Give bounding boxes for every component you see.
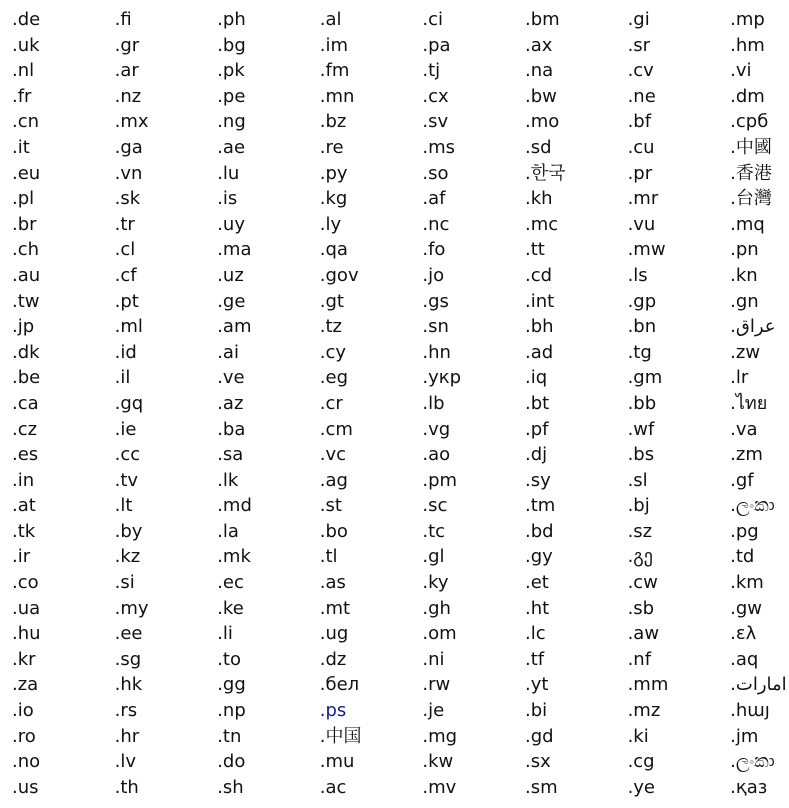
tld-link[interactable]: .rs	[114, 700, 138, 722]
tld-link[interactable]: .bs	[627, 444, 655, 466]
tld-link[interactable]: .py	[319, 162, 348, 184]
tld-link[interactable]: .香港	[730, 162, 772, 184]
tld-link[interactable]: .cx	[422, 85, 449, 107]
tld-link[interactable]: .bm	[524, 9, 560, 30]
tld-link[interactable]: .ps	[319, 700, 347, 722]
tld-link[interactable]: .sr	[627, 34, 651, 56]
tld-link[interactable]: .ng	[217, 111, 246, 133]
tld-link[interactable]: .hu	[12, 623, 41, 645]
tld-link[interactable]: .eu	[12, 162, 41, 184]
tld-link[interactable]: .gd	[524, 725, 554, 747]
tld-link[interactable]: .tf	[524, 648, 545, 670]
tld-link[interactable]: .қаз	[730, 776, 768, 798]
tld-link[interactable]: .ye	[627, 776, 656, 798]
tld-link[interactable]: .한국	[524, 162, 566, 184]
tld-link[interactable]: .gi	[627, 9, 650, 30]
tld-link[interactable]: .to	[217, 648, 241, 670]
tld-link[interactable]: .cl	[114, 239, 136, 261]
tld-link[interactable]: .mx	[114, 111, 149, 133]
tld-link[interactable]: .in	[12, 469, 35, 491]
tld-link[interactable]: .sa	[217, 444, 244, 466]
tld-link[interactable]: .hn	[422, 341, 451, 363]
tld-link[interactable]: .ec	[217, 572, 244, 594]
tld-link[interactable]: .wf	[627, 418, 655, 440]
tld-link[interactable]: .gq	[114, 392, 144, 414]
tld-link[interactable]: .lk	[217, 469, 239, 491]
tld-link[interactable]: .ly	[319, 213, 342, 235]
tld-link[interactable]: .bt	[524, 392, 550, 414]
tld-link[interactable]: .ls	[627, 264, 648, 286]
tld-link[interactable]: .io	[12, 700, 34, 722]
tld-link[interactable]: .tj	[422, 60, 441, 82]
tld-link[interactable]: .so	[422, 162, 449, 184]
tld-link[interactable]: .ao	[422, 444, 451, 466]
tld-link[interactable]: .dz	[319, 648, 347, 670]
tld-link[interactable]: .gm	[627, 367, 663, 389]
tld-link[interactable]: .gn	[730, 290, 759, 312]
tld-link[interactable]: .ee	[114, 623, 143, 645]
tld-link[interactable]: .de	[12, 9, 41, 30]
tld-link[interactable]: .ax	[524, 34, 553, 56]
tld-link[interactable]: .vn	[114, 162, 143, 184]
tld-link[interactable]: .ac	[319, 776, 347, 798]
tld-link[interactable]: .im	[319, 34, 349, 56]
tld-link[interactable]: .li	[217, 623, 233, 645]
tld-link[interactable]: .ki	[627, 725, 649, 747]
tld-link[interactable]: .бел	[319, 674, 360, 696]
tld-link[interactable]: .sn	[422, 316, 449, 338]
tld-link[interactable]: .fo	[422, 239, 446, 261]
tld-link[interactable]: .mt	[319, 597, 351, 619]
tld-link[interactable]: .dj	[524, 444, 548, 466]
tld-link[interactable]: .mm	[627, 674, 669, 696]
tld-link[interactable]: .kh	[524, 188, 553, 210]
tld-link[interactable]: .pg	[730, 520, 759, 542]
tld-link[interactable]: .gh	[422, 597, 451, 619]
tld-link[interactable]: .sh	[217, 776, 244, 798]
tld-link[interactable]: .sk	[114, 188, 141, 210]
tld-link[interactable]: .mv	[422, 776, 457, 798]
tld-link[interactable]: .tv	[114, 469, 139, 491]
tld-link[interactable]: .ug	[319, 623, 349, 645]
tld-link[interactable]: .lc	[524, 623, 546, 645]
tld-link[interactable]: .sm	[524, 776, 558, 798]
tld-link[interactable]: .pa	[422, 34, 451, 56]
tld-link[interactable]: .cw	[627, 572, 658, 594]
tld-link[interactable]: .ky	[422, 572, 449, 594]
tld-link[interactable]: .vi	[730, 60, 752, 82]
tld-link[interactable]: .ma	[217, 239, 252, 261]
tld-link[interactable]: .ge	[217, 290, 246, 312]
tld-link[interactable]: .no	[12, 751, 41, 773]
tld-link[interactable]: .ir	[12, 546, 31, 568]
tld-link[interactable]: .pk	[217, 60, 245, 82]
tld-link[interactable]: .iq	[524, 367, 548, 389]
tld-link[interactable]: .ai	[217, 341, 239, 363]
tld-link[interactable]: .sd	[524, 136, 552, 158]
tld-link[interactable]: .sb	[627, 597, 655, 619]
tld-link[interactable]: .uz	[217, 264, 244, 286]
tld-link[interactable]: .cf	[114, 264, 137, 286]
tld-link[interactable]: .kz	[114, 546, 141, 568]
tld-link[interactable]: .ph	[217, 9, 246, 30]
tld-link[interactable]: .cv	[627, 60, 654, 82]
tld-link[interactable]: .tw	[12, 290, 40, 312]
tld-link[interactable]: .za	[12, 674, 39, 696]
tld-link[interactable]: .qa	[319, 239, 348, 261]
tld-link[interactable]: .si	[114, 572, 135, 594]
tld-link[interactable]: .ms	[422, 136, 456, 158]
tld-link[interactable]: .yt	[524, 674, 549, 696]
tld-link[interactable]: .ch	[12, 239, 40, 261]
tld-link[interactable]: .ad	[524, 341, 554, 363]
tld-link[interactable]: .dm	[730, 85, 765, 107]
tld-link[interactable]: .as	[319, 572, 346, 594]
tld-link[interactable]: .عراق	[730, 316, 776, 338]
tld-link[interactable]: .st	[319, 495, 342, 517]
tld-link[interactable]: .am	[217, 316, 252, 338]
tld-link[interactable]: .gov	[319, 264, 359, 286]
tld-link[interactable]: .bd	[524, 520, 554, 542]
tld-link[interactable]: .ae	[217, 136, 246, 158]
tld-link[interactable]: .tl	[319, 546, 338, 568]
tld-link[interactable]: .kr	[12, 648, 36, 670]
tld-link[interactable]: .kn	[730, 264, 758, 286]
tld-link[interactable]: .sv	[422, 111, 449, 133]
tld-link[interactable]: .gf	[730, 469, 754, 491]
tld-link[interactable]: .bg	[217, 34, 246, 56]
tld-link[interactable]: .my	[114, 597, 149, 619]
tld-link[interactable]: .ag	[319, 469, 348, 491]
tld-link[interactable]: .br	[12, 213, 37, 235]
tld-link[interactable]: .aw	[627, 623, 660, 645]
tld-link[interactable]: .ar	[114, 60, 139, 82]
tld-link[interactable]: .vg	[422, 418, 451, 440]
tld-link[interactable]: .vu	[627, 213, 656, 235]
tld-link[interactable]: .by	[114, 520, 143, 542]
tld-link[interactable]: .cy	[319, 341, 347, 363]
tld-link[interactable]: .bb	[627, 392, 657, 414]
tld-link[interactable]: .zw	[730, 341, 761, 363]
tld-link[interactable]: .nc	[422, 213, 450, 235]
tld-link[interactable]: .pn	[730, 239, 759, 261]
tld-link[interactable]: .cg	[627, 751, 655, 773]
tld-link[interactable]: .ie	[114, 418, 137, 440]
tld-link[interactable]: .ht	[524, 597, 550, 619]
tld-link[interactable]: .sg	[114, 648, 142, 670]
tld-link[interactable]: .je	[422, 700, 445, 722]
tld-link[interactable]: .中國	[730, 136, 772, 158]
tld-link[interactable]: .ne	[627, 85, 656, 107]
tld-link[interactable]: .rw	[422, 674, 451, 696]
tld-link[interactable]: .jp	[12, 316, 35, 338]
tld-link[interactable]: .tk	[12, 520, 36, 542]
tld-link[interactable]: .ml	[114, 316, 143, 338]
tld-link[interactable]: .es	[12, 444, 39, 466]
tld-link[interactable]: .it	[12, 136, 30, 158]
tld-link[interactable]: .fr	[12, 85, 32, 107]
tld-link[interactable]: .nl	[12, 60, 35, 82]
tld-link[interactable]: .bi	[524, 700, 548, 722]
tld-link[interactable]: .lb	[422, 392, 445, 414]
tld-link[interactable]: .bz	[319, 111, 347, 133]
tld-link[interactable]: .lu	[217, 162, 240, 184]
tld-link[interactable]: .pe	[217, 85, 246, 107]
tld-link[interactable]: .hm	[730, 34, 765, 56]
tld-link[interactable]: .kw	[422, 751, 454, 773]
tld-link[interactable]: .ba	[217, 418, 246, 440]
tld-link[interactable]: .do	[217, 751, 246, 773]
tld-link[interactable]: .sy	[524, 469, 551, 491]
tld-link[interactable]: .lt	[114, 495, 133, 517]
tld-link[interactable]: .امارات	[730, 674, 787, 696]
tld-link[interactable]: .al	[319, 9, 342, 30]
tld-link[interactable]: .be	[12, 367, 41, 389]
tld-link[interactable]: .re	[319, 136, 344, 158]
tld-link[interactable]: .cd	[524, 264, 553, 286]
tld-link[interactable]: .pm	[422, 469, 458, 491]
tld-link[interactable]: .ve	[217, 367, 245, 389]
tld-link[interactable]: .bh	[524, 316, 554, 338]
tld-link[interactable]: .hk	[114, 674, 143, 696]
tld-link[interactable]: .au	[12, 264, 41, 286]
tld-link[interactable]: .gg	[217, 674, 246, 696]
tld-link[interactable]: .ni	[422, 648, 445, 670]
tld-link[interactable]: .az	[217, 392, 244, 414]
tld-link[interactable]: .ไทย	[730, 392, 768, 414]
tld-link[interactable]: .sz	[627, 520, 653, 542]
tld-link[interactable]: .is	[217, 188, 238, 210]
tld-link[interactable]: .om	[422, 623, 457, 645]
tld-link[interactable]: .ලංකා	[730, 751, 775, 773]
tld-link[interactable]: .mu	[319, 751, 355, 773]
tld-link[interactable]: .gw	[730, 597, 763, 619]
tld-link[interactable]: .ca	[12, 392, 39, 414]
tld-link[interactable]: .gr	[114, 34, 140, 56]
tld-link[interactable]: .bj	[627, 495, 650, 517]
tld-link[interactable]: .pf	[524, 418, 549, 440]
tld-link[interactable]: .tc	[422, 520, 446, 542]
tld-link[interactable]: .at	[12, 495, 36, 517]
tld-link[interactable]: .ke	[217, 597, 244, 619]
tld-link[interactable]: .mr	[627, 188, 659, 210]
tld-link[interactable]: .mg	[422, 725, 458, 747]
tld-link[interactable]: .ga	[114, 136, 143, 158]
tld-link[interactable]: .gy	[524, 546, 553, 568]
tld-link[interactable]: .pl	[12, 188, 35, 210]
tld-link[interactable]: .mn	[319, 85, 355, 107]
tld-link[interactable]: .eg	[319, 367, 349, 389]
tld-link[interactable]: .co	[12, 572, 39, 594]
tld-link[interactable]: .il	[114, 367, 131, 389]
tld-link[interactable]: .cm	[319, 418, 353, 440]
tld-link[interactable]: .id	[114, 341, 137, 363]
tld-link[interactable]: .us	[12, 776, 39, 798]
tld-link[interactable]: .tr	[114, 213, 135, 235]
tld-link[interactable]: .na	[524, 60, 554, 82]
tld-link[interactable]: .gt	[319, 290, 344, 312]
tld-link[interactable]: .pr	[627, 162, 653, 184]
tld-link[interactable]: .cr	[319, 392, 343, 414]
tld-link[interactable]: .ci	[422, 9, 443, 30]
tld-link[interactable]: .jm	[730, 725, 759, 747]
tld-link[interactable]: .mc	[524, 213, 559, 235]
tld-link[interactable]: .台灣	[730, 188, 772, 210]
tld-link[interactable]: .cc	[114, 444, 141, 466]
tld-link[interactable]: .int	[524, 290, 555, 312]
tld-link[interactable]: .mz	[627, 700, 661, 722]
tld-link[interactable]: .nf	[627, 648, 652, 670]
tld-link[interactable]: .uy	[217, 213, 245, 235]
tld-link[interactable]: .bo	[319, 520, 348, 542]
tld-link[interactable]: .tn	[217, 725, 242, 747]
tld-link[interactable]: .tt	[524, 239, 545, 261]
tld-link[interactable]: .mk	[217, 546, 251, 568]
tld-link[interactable]: .mp	[730, 9, 765, 30]
tld-link[interactable]: .kg	[319, 188, 348, 210]
tld-link[interactable]: .sc	[422, 495, 448, 517]
tld-link[interactable]: .zm	[730, 444, 763, 466]
tld-link[interactable]: .gl	[422, 546, 445, 568]
tld-link[interactable]: .aq	[730, 648, 759, 670]
tld-link[interactable]: .la	[217, 520, 239, 542]
tld-link[interactable]: .vc	[319, 444, 347, 466]
tld-link[interactable]: .mw	[627, 239, 666, 261]
tld-link[interactable]: .mo	[524, 111, 560, 133]
tld-link[interactable]: .срб	[730, 111, 769, 133]
tld-link[interactable]: .cz	[12, 418, 38, 440]
tld-link[interactable]: .lr	[730, 367, 749, 389]
tld-link[interactable]: .укр	[422, 367, 462, 389]
tld-link[interactable]: .hr	[114, 725, 140, 747]
tld-link[interactable]: .cu	[627, 136, 655, 158]
tld-link[interactable]: .et	[524, 572, 549, 594]
tld-link[interactable]: .dk	[12, 341, 40, 363]
tld-link[interactable]: .gp	[627, 290, 657, 312]
tld-link[interactable]: .th	[114, 776, 139, 798]
tld-link[interactable]: .td	[730, 546, 755, 568]
tld-link[interactable]: .ලංකා	[730, 495, 775, 517]
tld-link[interactable]: .tz	[319, 316, 343, 338]
tld-link[interactable]: .cn	[12, 111, 40, 133]
tld-link[interactable]: .sx	[524, 751, 551, 773]
tld-link[interactable]: .uk	[12, 34, 40, 56]
tld-link[interactable]: .bf	[627, 111, 652, 133]
tld-link[interactable]: .nz	[114, 85, 142, 107]
tld-link[interactable]: .gs	[422, 290, 449, 312]
tld-link[interactable]: .jo	[422, 264, 445, 286]
tld-link[interactable]: .lv	[114, 751, 136, 773]
tld-link[interactable]: .af	[422, 188, 446, 210]
tld-link[interactable]: .fi	[114, 9, 132, 30]
tld-link[interactable]: .fm	[319, 60, 350, 82]
tld-link[interactable]: .გე	[627, 546, 653, 568]
tld-link[interactable]: .ελ	[730, 623, 757, 645]
tld-link[interactable]: .bw	[524, 85, 557, 107]
tld-link[interactable]: .sl	[627, 469, 648, 491]
tld-link[interactable]: .tg	[627, 341, 652, 363]
tld-link[interactable]: .tm	[524, 495, 556, 517]
tld-link[interactable]: .md	[217, 495, 252, 517]
tld-link[interactable]: .ro	[12, 725, 36, 747]
tld-link[interactable]: .km	[730, 572, 764, 594]
tld-link[interactable]: .va	[730, 418, 758, 440]
tld-link[interactable]: .հայ	[730, 700, 770, 722]
tld-link[interactable]: .中国	[319, 725, 362, 747]
tld-link[interactable]: .ua	[12, 597, 41, 619]
tld-link[interactable]: .mq	[730, 213, 765, 235]
tld-link[interactable]: .np	[217, 700, 246, 722]
tld-link[interactable]: .pt	[114, 290, 139, 312]
tld-link[interactable]: .bn	[627, 316, 657, 338]
